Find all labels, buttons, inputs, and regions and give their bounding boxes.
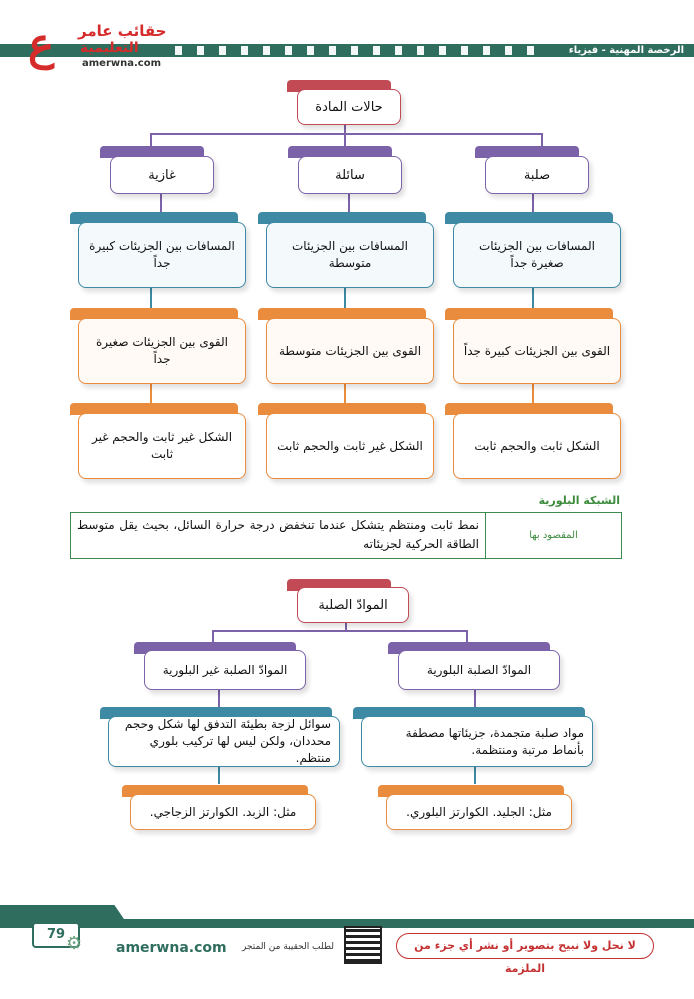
liquid-forces: القوى بين الجزيئات متوسطة — [266, 318, 434, 384]
solid-distance: المسافات بين الجزيئات صغيرة جداً — [453, 222, 621, 288]
connector — [474, 689, 476, 707]
copyright-notice: لا نحل ولا نبيح بتصوير أو نشر أي جزء من الملزمة — [396, 933, 654, 959]
definition-text: نمط ثابت ومنتظم يتشكل عندما تنخفض درجة حرارة السائل، بحيث يقل متوسط الطاقة الحركية لجزيئاته — [77, 518, 479, 551]
crystalline-example: مثل: الجليد. الكوارتز البلوري. — [386, 794, 572, 830]
solid-forces: القوى بين الجزيئات كبيرة جداً — [453, 318, 621, 384]
state-solid: صلبة — [485, 156, 589, 194]
footer-url[interactable]: amerwna.com — [116, 940, 227, 956]
connector — [532, 193, 534, 213]
page-number: 79 — [32, 922, 80, 948]
course-title: الرخصة المهنية - فيزياء — [568, 45, 684, 56]
brand-logo-icon: ع — [28, 19, 55, 70]
crystalline-description: مواد صلبة متجمدة، جزيئاتها مصطفة بأنماط مرتبة ومنتظمة. — [361, 716, 593, 767]
connector — [474, 766, 476, 784]
amorphous-title: الموادّ الصلبة غير البلورية — [144, 650, 306, 690]
definition-label: المقصود بها — [485, 513, 621, 558]
states-root: حالات المادة — [297, 89, 401, 125]
connector — [218, 766, 220, 784]
header-pattern — [175, 46, 549, 55]
solid-shape: الشكل ثابت والحجم ثابت — [453, 413, 621, 479]
gas-distance: المسافات بين الجزيئات كبيرة جداً — [78, 222, 246, 288]
connector — [150, 383, 152, 403]
connector — [344, 383, 346, 403]
state-gas: غازية — [110, 156, 214, 194]
gas-forces: القوى بين الجزيئات صغيرة جداً — [78, 318, 246, 384]
connector — [150, 133, 543, 135]
amorphous-description: سوائل لزجة بطيئة التدفق لها شكل وحجم محددان، ولكن ليس لها تركيب بلوري منتظم. — [108, 716, 340, 767]
connector — [344, 288, 346, 308]
connector — [150, 288, 152, 308]
state-liquid: سائلة — [298, 156, 402, 194]
brand-subtitle: التعليمية — [80, 40, 139, 56]
gas-shape: الشكل غير ثابت والحجم غير ثابت — [78, 413, 246, 479]
crystalline-title: الموادّ الصلبة البلورية — [398, 650, 560, 690]
connector — [348, 193, 350, 213]
definition-table — [70, 512, 622, 559]
connector — [160, 193, 162, 213]
footer-store-text: لطلب الحقيبة من المتجر — [242, 942, 334, 952]
tools-icon: ⚙ — [66, 933, 83, 954]
liquid-shape: الشكل غير ثابت والحجم ثابت — [266, 413, 434, 479]
connector — [532, 288, 534, 308]
connector — [218, 689, 220, 707]
connector — [212, 630, 468, 632]
amorphous-example: مثل: الزبد. الكوارتز الزجاجي. — [130, 794, 316, 830]
brand-name: حقائب عامر — [78, 22, 167, 40]
definition-title: الشبكة البلورية — [538, 494, 620, 507]
qr-code-icon[interactable] — [344, 926, 382, 964]
solids-root: الموادّ الصلبة — [297, 587, 409, 623]
liquid-distance: المسافات بين الجزيئات متوسطة — [266, 222, 434, 288]
brand-url: amerwna.com — [82, 58, 162, 69]
connector — [532, 383, 534, 403]
